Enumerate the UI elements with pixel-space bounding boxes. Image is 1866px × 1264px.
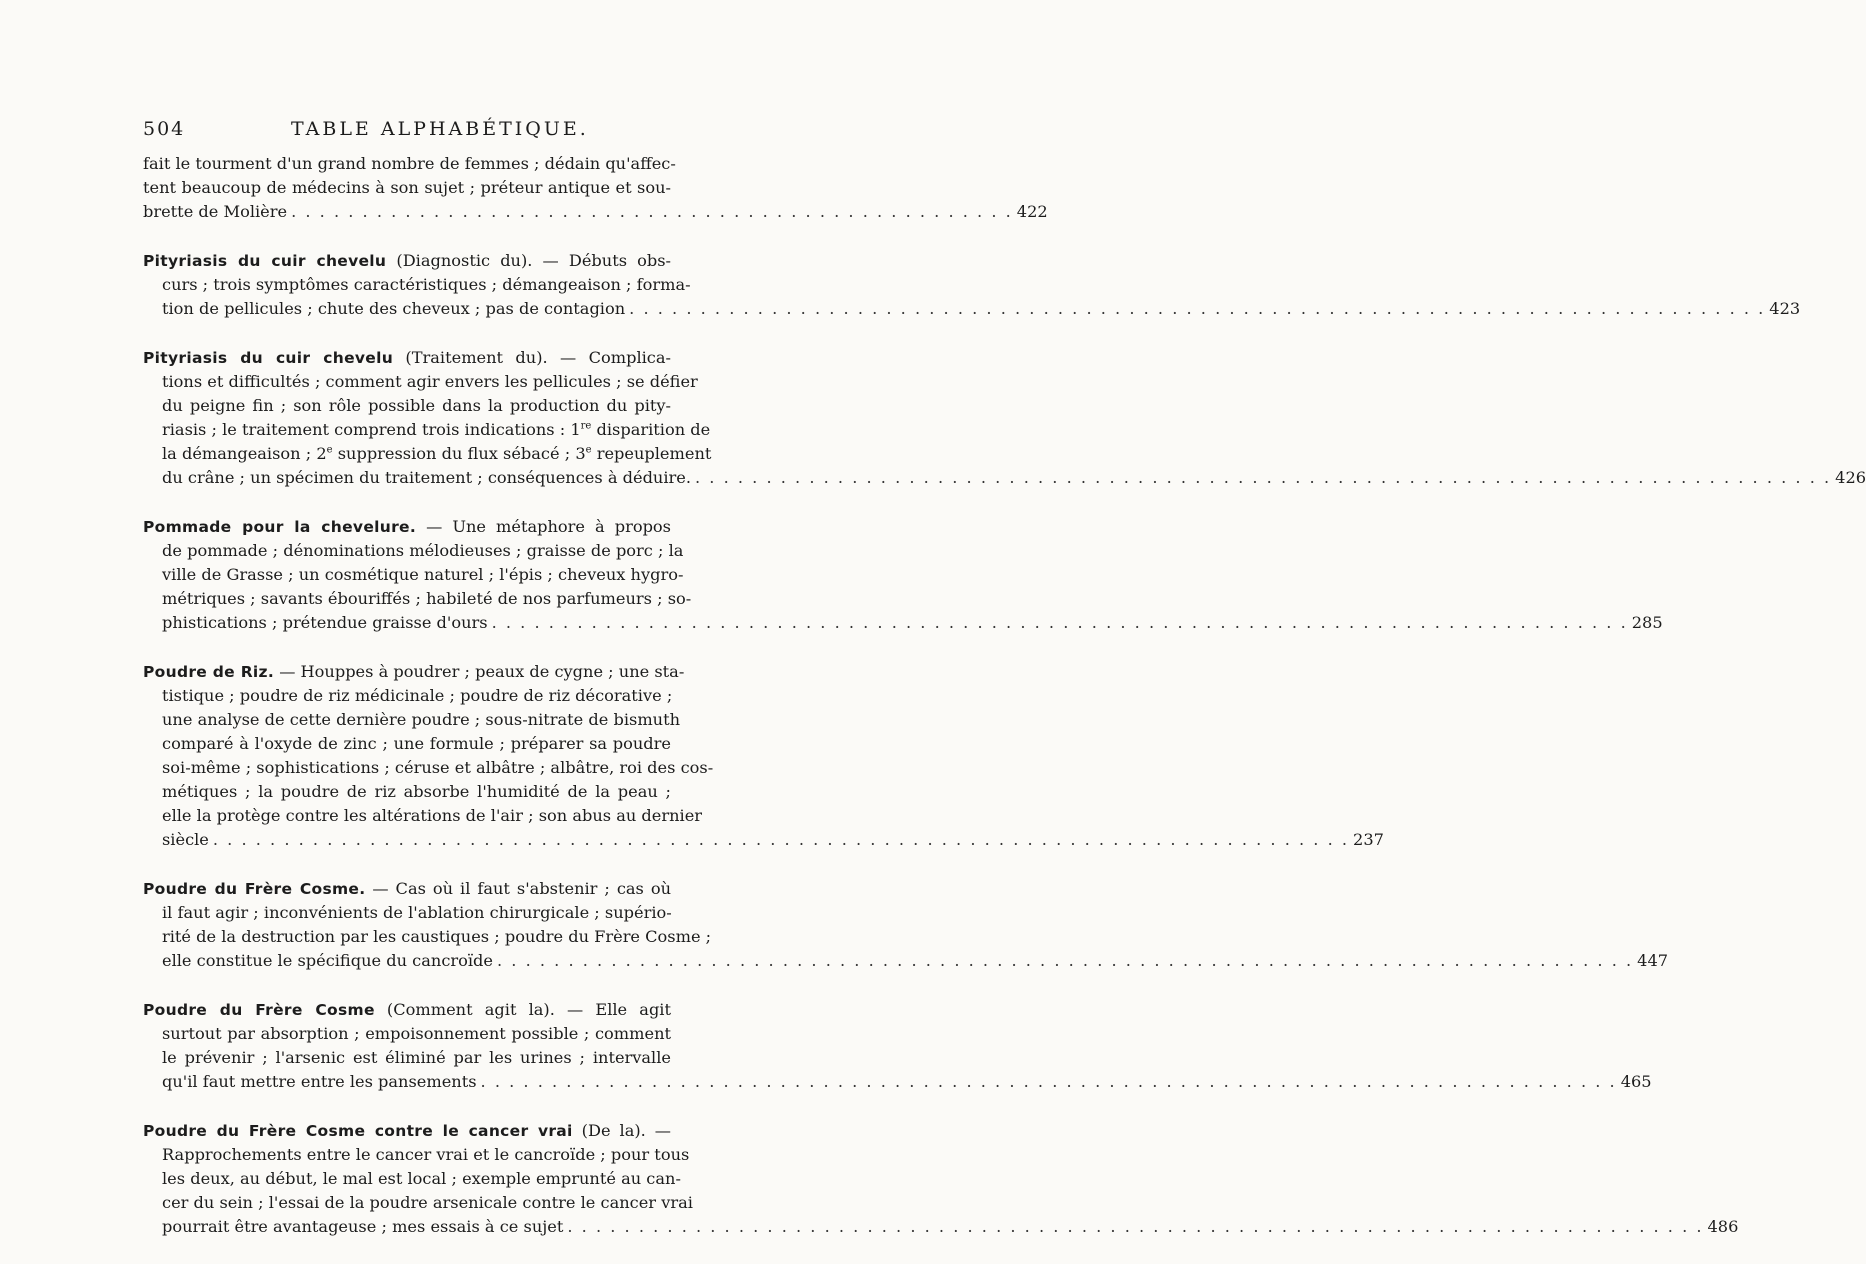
entry-heading-rest: (De la). — bbox=[572, 1121, 671, 1140]
entry-last-text: phistications ; prétendue graisse d'ours bbox=[162, 613, 488, 632]
entry-heading-line bbox=[143, 346, 671, 370]
entry-keyword: Pityriasis du cuir chevelu bbox=[143, 349, 394, 367]
leader-dots: . . . . . . . . . . . . . . . . . . . . . . . . . . . . . . . . . . . . . . . . . . . . . . . . . . . . . . . . . . . . . . . . . . . . . . . . . . . . . . . . bbox=[212, 830, 1350, 849]
index-entry bbox=[143, 346, 1866, 490]
entry-heading-line bbox=[143, 877, 671, 901]
entry-last-text: elle constitue le spécifique du cancroïde bbox=[162, 951, 493, 970]
entry-line: rité de la destruction par les caustiques ; poudre du Frère Cosme ; bbox=[162, 927, 712, 946]
entry-last-line bbox=[143, 611, 1663, 635]
entry-line: soi-même ; sophistications ; céruse et albâtre ; albâtre, roi des cos- bbox=[162, 758, 714, 777]
leader-dots: . . . . . . . . . . . . . . . . . . . . . . . . . . . . . . . . . . . . . . . . . . . . . . . . . . . . . . . . . . . . . . . . . . . . . . . . . . . . . . . . bbox=[480, 1072, 1617, 1091]
entry-last-text: brette de Molière bbox=[143, 202, 288, 221]
page-reference: 426 bbox=[1835, 468, 1866, 487]
index-entry bbox=[143, 877, 1669, 973]
entry-last-line bbox=[143, 828, 1384, 852]
leader-dots: . . . . . . . . . . . . . . . . . . . . . . . . . . . . . . . . . . . . . . . . . . . . . . . . . . . . . . . . . . . . . . . . . . . . . . . . . . . . . . . . bbox=[497, 951, 1634, 970]
entry-keyword: Pityriasis du cuir chevelu bbox=[143, 252, 387, 270]
entry-last-text: du crâne ; un spécimen du traitement ; conséquences à déduire. bbox=[162, 468, 692, 487]
page-reference: 422 bbox=[1016, 202, 1048, 221]
entry-line: métiques ; la poudre de riz absorbe l'humidité de la peau ; bbox=[162, 782, 671, 801]
entry-last-text: siècle bbox=[162, 830, 209, 849]
entry-heading-line bbox=[143, 515, 671, 539]
index-entry bbox=[143, 998, 1652, 1094]
entry-heading-rest: (Diagnostic du). — Débuts obs- bbox=[386, 251, 671, 270]
continuation-entry bbox=[143, 152, 1048, 224]
entry-line: du peigne fin ; son rôle possible dans la production du pity- bbox=[162, 396, 671, 415]
entry-line: riasis ; le traitement comprend trois indications : 1re disparition de bbox=[162, 420, 711, 439]
page-reference: 447 bbox=[1637, 951, 1669, 970]
entry-line: cer du sein ; l'essai de la poudre arsenicale contre le cancer vrai bbox=[162, 1193, 693, 1212]
page-reference: 237 bbox=[1353, 830, 1384, 849]
entry-keyword: Poudre de Riz. bbox=[143, 663, 275, 681]
entry-line: tistique ; poudre de riz médicinale ; poudre de riz décorative ; bbox=[162, 686, 673, 705]
entry-line: comparé à l'oxyde de zinc ; une formule ; préparer sa poudre bbox=[162, 734, 671, 753]
index-entry bbox=[143, 660, 1384, 852]
entry-keyword: Poudre du Frère Cosme. bbox=[143, 880, 366, 898]
entry-heading-line bbox=[143, 1119, 671, 1143]
entry-heading-rest: (Comment agit la). — Elle agit bbox=[374, 1000, 671, 1019]
leader-dots: . . . . . . . . . . . . . . . . . . . . . . . . . . . . . . . . . . . . . . . . . . . . . . . . . . . . . . . . . . . . . . . . . . . . . . . . . . . . . . . . bbox=[629, 299, 1766, 318]
entry-line: tions et difficultés ; comment agir envers les pellicules ; se défier bbox=[162, 372, 698, 391]
entry-line: fait le tourment d'un grand nombre de femmes ; dédain qu'affec- bbox=[143, 154, 676, 173]
entry-heading-line bbox=[143, 998, 671, 1022]
page-number: 504 bbox=[143, 118, 186, 140]
entry-line: les deux, au début, le mal est local ; exemple emprunté au can- bbox=[162, 1169, 681, 1188]
entry-last-text: tion de pellicules ; chute des cheveux ; pas de contagion bbox=[162, 299, 626, 318]
page-reference: 465 bbox=[1620, 1072, 1652, 1091]
entry-line: le prévenir ; l'arsenic est éliminé par les urines ; intervalle bbox=[162, 1048, 671, 1067]
entry-heading-rest: — Une métaphore à propos bbox=[416, 517, 671, 536]
index-entry bbox=[143, 515, 1663, 635]
entry-last-line bbox=[143, 1215, 1739, 1239]
page-reference: 285 bbox=[1631, 613, 1663, 632]
index-entries bbox=[143, 152, 1866, 1264]
entry-line: une analyse de cette dernière poudre ; sous-nitrate de bismuth bbox=[162, 710, 681, 729]
entry-last-line bbox=[143, 200, 1048, 224]
entry-last-text: pourrait être avantageuse ; mes essais à ce sujet bbox=[162, 1217, 564, 1236]
entry-line: tent beaucoup de médecins à son sujet ; préteur antique et sou- bbox=[143, 178, 671, 197]
index-entry bbox=[143, 1119, 1739, 1239]
entry-keyword: Poudre du Frère Cosme contre le cancer vrai bbox=[143, 1122, 573, 1140]
entry-last-line bbox=[143, 949, 1669, 973]
leader-dots: . . . . . . . . . . . . . . . . . . . . . . . . . . . . . . . . . . . . . . . . . . . . . . . . . . . . . . . . . . . . . . . . . . . . . . . . . . . . . . . . bbox=[491, 613, 1628, 632]
entry-last-line bbox=[143, 297, 1801, 321]
entry-last-line bbox=[143, 1070, 1652, 1094]
leader-dots: . . . . . . . . . . . . . . . . . . . . . . . . . . . . . . . . . . . . . . . . . . . . . . . . . . . . . . . . . . . . . . . . . . . . . . . . . . . . . . . . bbox=[567, 1217, 1704, 1236]
entry-last-line bbox=[143, 466, 1866, 490]
entry-line: elle la protège contre les altérations de l'air ; son abus au dernier bbox=[162, 806, 703, 825]
entry-keyword: Poudre du Frère Cosme bbox=[143, 1001, 375, 1019]
entry-line: la démangeaison ; 2e suppression du flux sébacé ; 3e repeuplement bbox=[162, 444, 712, 463]
entry-line: de pommade ; dénominations mélodieuses ; graisse de porc ; la bbox=[162, 541, 684, 560]
entry-line: curs ; trois symptômes caractéristiques ; démangeaison ; forma- bbox=[162, 275, 691, 294]
entry-heading-line bbox=[143, 249, 671, 273]
running-title: TABLE ALPHABÉTIQUE. bbox=[291, 118, 589, 140]
entry-line: métriques ; savants ébouriffés ; habileté de nos parfumeurs ; so- bbox=[162, 589, 692, 608]
entry-line: surtout par absorption ; empoisonnement possible ; comment bbox=[162, 1024, 671, 1043]
entry-keyword: Pommade pour la chevelure. bbox=[143, 518, 417, 536]
entry-last-text: qu'il faut mettre entre les pansements bbox=[162, 1072, 477, 1091]
page-reference: 423 bbox=[1769, 299, 1801, 318]
leader-dots: . . . . . . . . . . . . . . . . . . . . . . . . . . . . . . . . . . . . . . . . . . . . . . . . . . . bbox=[291, 202, 1013, 221]
entry-heading-rest: (Traitement du). — Complica- bbox=[393, 348, 671, 367]
entry-line: ville de Grasse ; un cosmétique naturel ; l'épis ; cheveux hygro- bbox=[162, 565, 684, 584]
entry-heading-rest: — Cas où il faut s'abstenir ; cas où bbox=[365, 879, 671, 898]
entry-line: Rapprochements entre le cancer vrai et le cancroïde ; pour tous bbox=[162, 1145, 690, 1164]
entry-heading-rest: — Houppes à poudrer ; peaux de cygne ; une sta- bbox=[274, 662, 685, 681]
leader-dots: . . . . . . . . . . . . . . . . . . . . . . . . . . . . . . . . . . . . . . . . . . . . . . . . . . . . . . . . . . . . . . . . . . . . . . . . . . . . . . . . bbox=[695, 468, 1832, 487]
index-entry bbox=[143, 249, 1801, 321]
entry-heading-line bbox=[143, 660, 685, 684]
page-reference: 486 bbox=[1707, 1217, 1739, 1236]
entry-line: il faut agir ; inconvénients de l'ablation chirurgicale ; supério- bbox=[162, 903, 672, 922]
